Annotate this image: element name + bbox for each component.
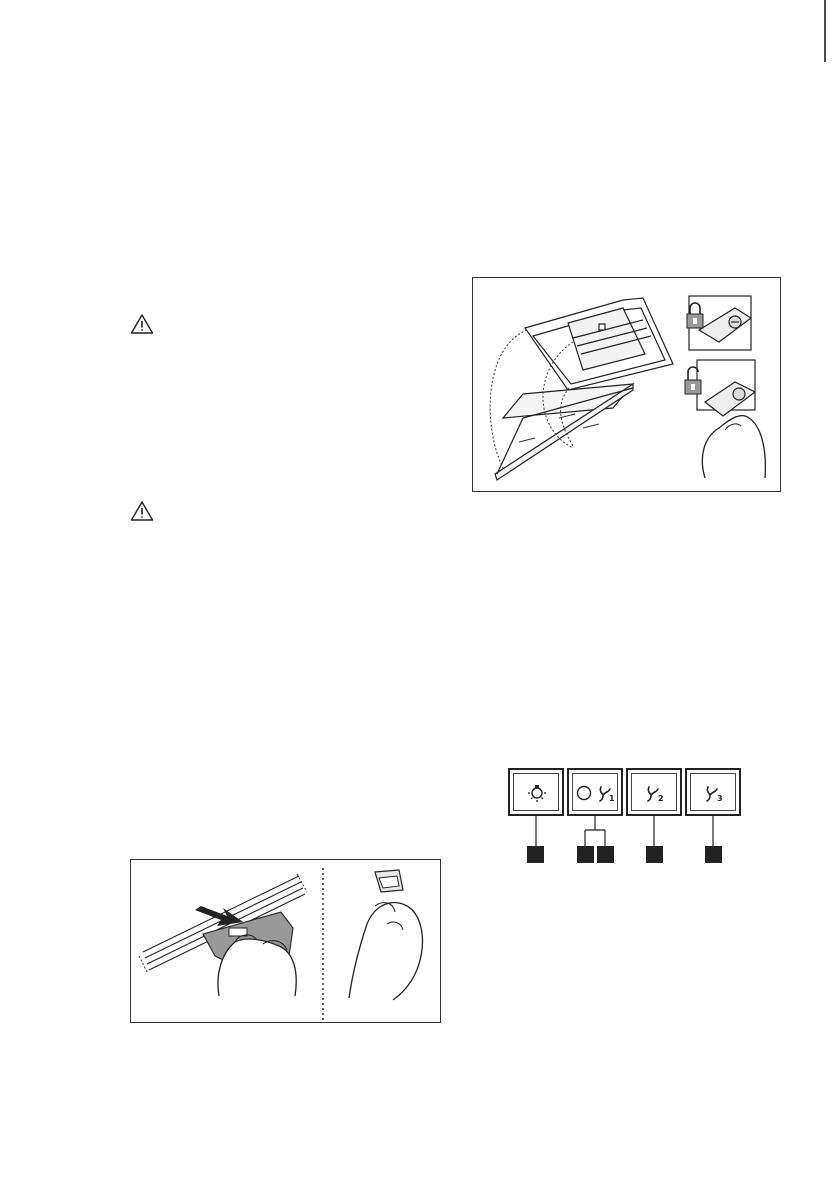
light-icon: [526, 782, 548, 804]
power-fan-1-icon: [575, 783, 619, 803]
warning-icon: [130, 500, 154, 522]
callout-label-1: [527, 846, 544, 863]
fan-2-button: [626, 768, 682, 816]
control-panel-leaders: [500, 816, 750, 850]
light-button: [508, 768, 564, 816]
fan-2-icon: [643, 783, 669, 803]
filter-removal-figure: [472, 277, 781, 492]
warning-icon: [130, 313, 154, 335]
page-top-rule: [0, 0, 826, 63]
fan-speed-3: 3: [717, 794, 723, 803]
lock-open-icon: [685, 367, 701, 394]
callout-label-4: [646, 846, 663, 863]
filter-handling-illustration: [131, 860, 440, 1022]
fan-3-icon: [702, 783, 728, 803]
filter-handling-figure: [130, 859, 441, 1023]
power-fan-1-button: [567, 768, 623, 816]
callout-label-5: [705, 846, 722, 863]
fan-speed-2: 2: [658, 794, 664, 803]
callout-label-2: [577, 846, 594, 863]
filter-removal-illustration: [473, 278, 780, 491]
callout-label-3: [597, 846, 614, 863]
fan-3-button: [685, 768, 741, 816]
fan-speed-1: 1: [609, 794, 615, 803]
